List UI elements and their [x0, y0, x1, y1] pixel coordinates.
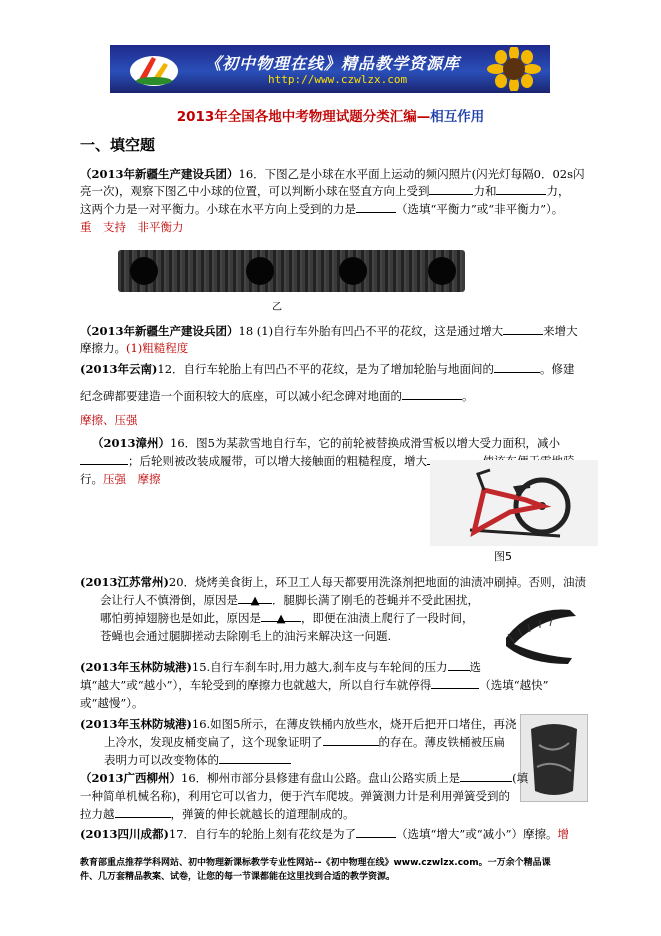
q8-text-1a: 16．柳州市部分县修建有盘山公路。盘山公路实质上是 [181, 771, 461, 785]
q4-line-1 [92, 435, 612, 451]
footer-line-2: 件、几万套精品教案、试卷，让您的每一节课都能在这里找到合适的教学资源。 [80, 872, 396, 882]
banner-url[interactable]: http://www.czwlzx.com [268, 73, 408, 86]
q1-text-2b: 力和 [473, 184, 497, 198]
q6-text-3: 或“越慢”）。 [80, 696, 144, 710]
q1-blank-3[interactable] [356, 201, 396, 213]
q2-text-1b: 来增大 [543, 324, 578, 338]
q3-answer: 摩擦、压强 [80, 413, 138, 427]
q5-text-3a: 哪怕剪掉翅膀也是如此，原因是 [100, 611, 261, 625]
q2-answer: (1)粗糙程度 [126, 341, 189, 355]
strobe-photo-strip [118, 250, 465, 292]
q5-line-1 [80, 574, 600, 590]
document-title-topic: 相互作用 [430, 109, 485, 125]
q4-text-2a: ；后轮则被改装成履带，可以增大接触面的粗糙程度，增大 [128, 454, 427, 468]
ball-3 [339, 257, 367, 285]
q3-text-2a: 纪念碑都要建造一个面积较大的底座，可以减小纪念碑对地面的 [80, 389, 402, 403]
q7-blank-2[interactable] [219, 752, 291, 764]
q7-text-2a: 上冷水，发现皮桶变扁了，这个现象证明了 [104, 735, 323, 749]
strip-figure-label: 乙 [272, 302, 282, 313]
q9-line-1 [80, 826, 600, 842]
q3-blank-2[interactable] [402, 388, 462, 400]
q5-text-3b: ，即便在油渍上爬行了一段时间， [301, 611, 474, 625]
bike-figure-label: 图5 [494, 550, 512, 563]
document-title-prefix: 2013年全国各地中考物理试题分类汇编— [176, 109, 431, 125]
q8-line-1 [80, 770, 600, 786]
q1-line-2 [80, 183, 600, 199]
ball-4 [428, 257, 456, 285]
q6-text-1a: 15.自行车刹车时,用力越大,刹车皮与车轮间的压力 [191, 660, 448, 674]
q1-text-2a: 亮一次)，观察下图乙中小球的位置，可以判断小球在竖直方向上受到 [80, 184, 430, 198]
q2-source: （2013年新疆生产建设兵团） [80, 324, 239, 338]
sunflower-icon [484, 47, 544, 91]
q8-blank-2[interactable] [115, 806, 171, 818]
q6-text-2a: 填“越大”或“越小”），车轮受到的摩擦力也就越大，所以自行车就停得 [80, 678, 432, 692]
q9-blank-1[interactable] [356, 826, 396, 838]
q5-text-4: 苍蝇也会通过腿脚搓动去除刚毛上的油污来解决这一问题. [100, 629, 392, 643]
q1-text-1: 16．下图乙是小球在水平面上运动的频闪照片(闪光灯每隔0．02s闪 [238, 167, 585, 181]
q9-text-1a: 17．自行车的轮胎上刻有花纹是为了 [168, 827, 357, 841]
q3-source: (2013年云南) [80, 362, 158, 376]
q2-line-2 [80, 340, 600, 356]
q7-text-2b: 的存在。薄皮铁桶被压扁 [378, 735, 505, 749]
q6-line-1 [80, 659, 600, 675]
section-heading: 一、填空题 [80, 136, 156, 154]
q3-text-1b: 。修建 [540, 362, 575, 376]
q8-text-3b: ，弹簧的伸长就越长的道理制成的。 [170, 807, 355, 821]
q5-text-1: 20．烧烤美食街上，环卫工人每天都要用洗涤剂把地面的油渍冲刷掉。否则，油渍 [168, 575, 587, 589]
q3-text-2b: 。 [462, 389, 474, 403]
q2-text-1a: 18 (1)自行车外胎有凹凸不平的花纹，这是通过增大 [238, 324, 504, 338]
q8-line-3 [80, 806, 600, 822]
header-banner [110, 45, 550, 93]
page-footer [80, 856, 600, 884]
q8-text-3a: 拉力越 [80, 807, 115, 821]
q4-answer: 压强 摩擦 [103, 472, 161, 486]
q3-line-2 [80, 388, 600, 404]
q3-blank-1[interactable] [494, 361, 540, 373]
q5-mark-2: ▲ [276, 611, 286, 625]
banner-title: 《初中物理在线》精品教学资源库 [205, 54, 461, 73]
q1-text-3a: 这两个力是一对平衡力。小球在水平方向上受到的力是 [80, 202, 356, 216]
q8-text-2: 一种简单机械名称)，利用它可以省力，便于汽车爬坡。弹簧测力计是利用弹簧受到的 [80, 789, 510, 803]
q1-answer: 重 支持 非平衡力 [80, 220, 184, 234]
q9-text-1b: （选填“增大”或“减小”）摩擦。 [396, 827, 558, 841]
q6-blank-1[interactable] [448, 659, 470, 671]
q8-blank-1[interactable] [460, 770, 512, 782]
ball-2 [246, 257, 274, 285]
q2-line-1 [80, 323, 600, 339]
q3-text-1a: 12．自行车轮胎上有凹凸不平的花纹，是为了增加轮胎与地面间的 [157, 362, 495, 376]
q2-blank-1[interactable] [503, 323, 543, 335]
q6-source: (2013年玉林防城港) [80, 660, 192, 674]
q5-mark-1: ▲ [250, 593, 260, 607]
q6-text-2b: （选填“越快” [479, 678, 549, 692]
document-title [0, 105, 661, 125]
q7-blank-1[interactable] [323, 734, 379, 746]
q1-source: （2013年新疆生产建设兵团） [80, 167, 239, 181]
q4-text-3: 行。 [80, 472, 103, 486]
q1-line-1 [80, 166, 600, 182]
q1-blank-1[interactable] [429, 183, 473, 195]
q9-answer: 增 [557, 827, 570, 841]
ball-1 [130, 257, 158, 285]
q5-blank-1[interactable] [238, 592, 272, 607]
q5-blank-2[interactable] [261, 610, 301, 625]
q1-text-3b: （选填“平衡力”或“非平衡力”）。 [396, 202, 564, 216]
q6-blank-2[interactable] [431, 677, 479, 689]
q1-line-3 [80, 201, 600, 217]
q7-source: (2013年玉林防城港) [80, 717, 192, 731]
q3-line-1 [80, 361, 600, 377]
q6-text-1b: 选 [469, 660, 481, 674]
q2-text-2: 摩擦力。 [80, 341, 126, 355]
q4-source: （2013漳州） [92, 436, 171, 450]
q1-blank-2[interactable] [496, 183, 546, 195]
q9-source: (2013四川成都) [80, 827, 169, 841]
snow-bike-image [430, 460, 598, 546]
q5-source: (2013江苏常州) [80, 575, 169, 589]
q8-source: （2013广西柳州） [80, 771, 182, 785]
q7-text-1: 16.如图5所示，在薄皮铁桶内放些水，烧开后把开口堵住，再浇 [191, 717, 517, 731]
q8-line-2 [80, 788, 600, 804]
q7-text-3: 表明力可以改变物体的 [104, 753, 219, 767]
site-logo-icon [128, 51, 180, 89]
q4-blank-1[interactable] [80, 453, 128, 465]
q6-line-3 [80, 695, 600, 711]
q8-text-1b: (填 [512, 771, 529, 785]
q5-text-2b: ．腿脚长满了刚毛的苍蝇并不受此困扰， [272, 593, 479, 607]
q1-text-2c: 力， [546, 184, 570, 198]
footer-line-1: 教育部重点推荐学科网站、初中物理新课标教学专业性网站--《初中物理在线》www.czwlzx.com。一万余个精品课 [80, 858, 551, 868]
q5-text-2a: 会让行人不慎滑倒，原因是 [100, 593, 238, 607]
q4-text-1: 16．图5为某款雪地自行车，它的前轮被替换成滑雪板以增大受力面积，减小 [170, 436, 560, 450]
q6-line-2 [80, 677, 600, 693]
